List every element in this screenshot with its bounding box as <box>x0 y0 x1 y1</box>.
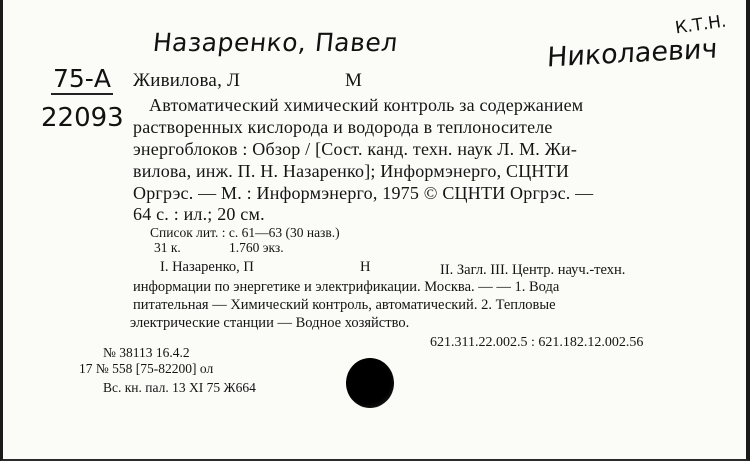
author-initial-m: М <box>345 70 363 91</box>
tracing-line-2: питательная — Химический контроль, автоматический. 2. Тепловые <box>133 297 556 313</box>
handwritten-name: Назаренко, Павел <box>151 28 400 57</box>
description-line-1: Автоматический химический контроль за содержанием <box>149 95 584 115</box>
tracing-line-3: электрические станции — Водное хозяйство. <box>130 315 410 331</box>
description-line-4: вилова, инж. П. Н. Назаренко]; Информэнерго, СЦНТИ <box>133 161 570 181</box>
tracing-line-1: информации по энергетике и электрификации. Москва. — — 1. Вода <box>133 279 560 295</box>
description-line-3: энергоблоков : Обзор / [Сост. канд. техн. наук Л. М. Жи- <box>133 139 578 159</box>
shelf-code-bottom: 22093 <box>41 103 124 133</box>
handwritten-patronymic: Николаевич <box>546 33 719 74</box>
description-line-2: растворенных кислорода и водорода в теплоносителе <box>133 117 553 137</box>
udc-code: 621.311.22.002.5 : 621.182.12.002.56 <box>430 335 644 350</box>
footer-line-3: Вс. кн. пал. 13 XI 75 Ж664 <box>103 380 256 395</box>
tracing-author: I. Назаренко, П <box>160 259 254 275</box>
footer-line-1: № 38113 16.4.2 <box>103 345 190 360</box>
print-run-note: 1.760 экз. <box>229 240 284 255</box>
bibliography-note: Список лит. : с. 61—63 (30 назв.) <box>150 225 340 240</box>
description-line-5: Оргрэс. — М. : Информэнерго, 1975 © СЦНТИ Оргрэс. — <box>133 183 594 203</box>
author-heading: Живилова, Л <box>133 70 241 91</box>
shelf-code-top: 75-А <box>53 64 111 93</box>
handwritten-degree: К.Т.Н. <box>673 11 728 39</box>
footer-line-2: 17 № 558 [75-82200] ол <box>79 361 214 376</box>
tracing-title: II. Загл. III. Центр. науч.-техн. <box>440 262 626 278</box>
ink-blot <box>346 358 394 408</box>
copies-note: 31 к. <box>154 240 181 255</box>
tracing-initial: Н <box>360 259 371 275</box>
description-line-6: 64 с. : ил.; 20 см. <box>133 204 265 224</box>
